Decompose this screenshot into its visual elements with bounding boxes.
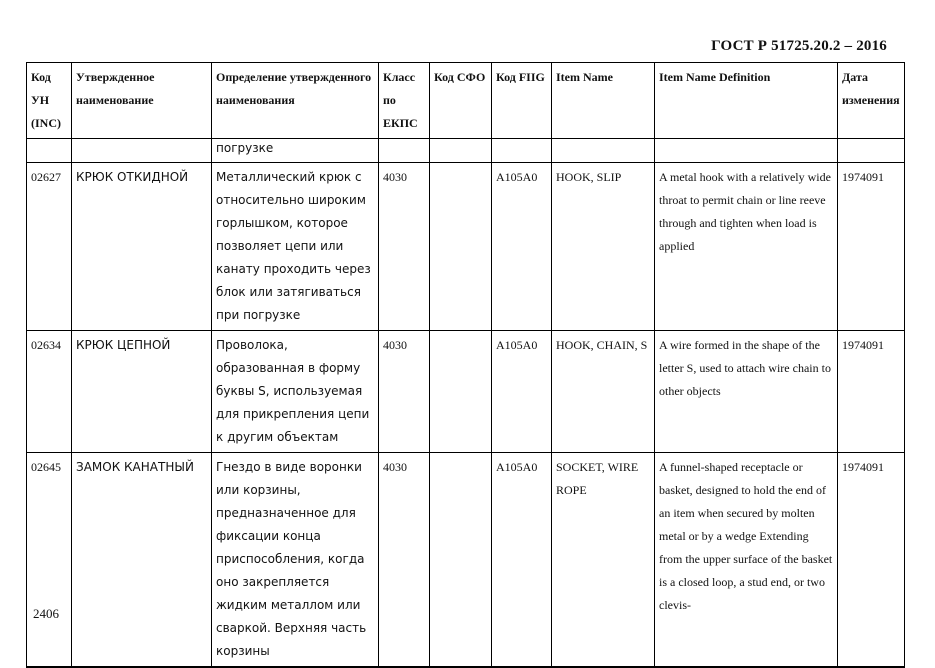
cell-change-date: 1974091 [838,163,905,331]
cell-ekps-class: 4030 [379,453,430,668]
registry-table [26,62,905,668]
col-ekps-class: Класс по ЕКПС [379,63,430,139]
cell-fiig-code: A105A0 [492,163,552,331]
cell-change-date: 1974091 [838,453,905,668]
col-approved-name: Утвержденное наименование [72,63,212,139]
col-item-name: Item Name [552,63,655,139]
table-row [27,163,905,331]
col-item-name-definition: Item Name Definition [655,63,838,139]
page-number: 2406 [33,606,59,621]
cell-approved-name: ЗАМОК КАНАТНЫЙ [72,453,212,668]
cell-approved-name: КРЮК ОТКИДНОЙ [72,163,212,331]
col-change-date: Дата изменения [838,63,905,139]
cell-sfo-code [430,453,492,668]
cell-definition: Проволока, образованная в форму буквы S, используемая для прикрепления цепи к другим объектам [212,331,379,453]
cell-definition: погрузке [212,139,379,163]
col-sfo-code: Код СФО [430,63,492,139]
col-inc: Код УН (INC) [27,63,72,139]
cell-inc: 02634 [27,331,72,453]
cell-approved-name: КРЮК ЦЕПНОЙ [72,331,212,453]
cell-sfo-code [430,163,492,331]
cell-item-name: SOCKET, WIRE ROPE [552,453,655,668]
cell-fiig-code: A105A0 [492,331,552,453]
document-header: ГОСТ Р 51725.20.2 – 2016 [711,38,887,54]
cell-inc: 02645 [27,453,72,668]
cell-definition: Гнездо в виде воронки или корзины, предназначенное для фиксации конца приспособления, когда оно закрепляется жидким металлом или сваркой. Верхняя часть корзины [212,453,379,668]
table-row [27,331,905,453]
cell-item-name-definition: A funnel-shaped receptacle or basket, designed to hold the end of an item when secured by molten metal or by a wedge Extending from the upper surface of the basket is a closed loop, a stud end, or two clevis- [655,453,838,668]
cell-definition: Металлический крюк с относительно широким горлышком, которое позволяет цепи или канату проходить через блок или затягиваться при погрузке [212,163,379,331]
cell-item-name-definition: A metal hook with a relatively wide throat to permit chain or line reeve through and tighten when load is applied [655,163,838,331]
table-header-row [27,63,905,139]
cell-change-date: 1974091 [838,331,905,453]
table-row-continuation [27,139,905,163]
cell-item-name: HOOK, SLIP [552,163,655,331]
table-row [27,453,905,668]
cell-item-name-definition: A wire formed in the shape of the letter S, used to attach wire chain to other objects [655,331,838,453]
cell-ekps-class: 4030 [379,163,430,331]
cell-inc: 02627 [27,163,72,331]
cell-item-name: HOOK, CHAIN, S [552,331,655,453]
cell-ekps-class: 4030 [379,331,430,453]
cell-sfo-code [430,331,492,453]
col-fiig-code: Код FIIG [492,63,552,139]
col-definition: Определение утвержденного наименования [212,63,379,139]
cell-fiig-code: A105A0 [492,453,552,668]
